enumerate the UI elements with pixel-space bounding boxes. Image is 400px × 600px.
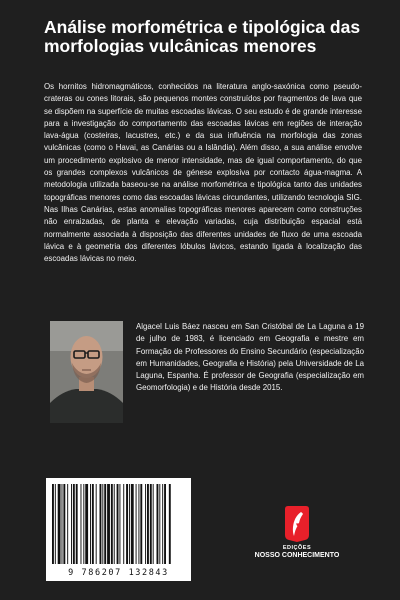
publisher-name-line1: EDIÇÕES bbox=[282, 545, 312, 551]
barcode-bar bbox=[157, 484, 159, 564]
barcode-bar bbox=[129, 484, 130, 564]
barcode-bar bbox=[55, 484, 56, 564]
barcode-bar bbox=[62, 484, 63, 564]
author-bio: Algacel Luis Báez nasceu em San Cristóbal de La Laguna a 19 de julho de 1983, é licenciado em Geografia e mestre em Formação de Professores do Ensino Secundário (especialização em Humanidades, Geografia e História) pela Universidade de La Laguna, Espanha. É professor de Geografia (especialização em Geomorfologia) e de História desde 2015. bbox=[136, 322, 364, 393]
barcode-bar bbox=[100, 484, 102, 564]
barcode-bar bbox=[83, 484, 84, 564]
barcode-bar bbox=[117, 484, 119, 564]
barcode-bar bbox=[114, 484, 115, 564]
barcode-bar bbox=[96, 484, 97, 564]
barcode-bar bbox=[111, 484, 113, 564]
barcode-bar bbox=[164, 484, 166, 564]
barcode-bar bbox=[63, 484, 65, 564]
red-book-feather-icon bbox=[282, 505, 312, 543]
barcode-digits: 9 786207 132843 bbox=[68, 568, 169, 578]
barcode-bar bbox=[92, 484, 94, 564]
barcode-bar bbox=[81, 484, 82, 564]
book-title: Análise morfométrica e tipológica das morfologias vulcânicas menores bbox=[44, 17, 361, 56]
barcode-bar bbox=[153, 484, 154, 564]
barcode-bar bbox=[104, 484, 106, 564]
barcode-bar bbox=[138, 484, 139, 564]
barcode-bar bbox=[162, 484, 163, 564]
publisher-name-line2: NOSSO CONHECIMENTO bbox=[254, 552, 340, 559]
barcode-bar bbox=[126, 484, 128, 564]
barcode-bar bbox=[76, 484, 78, 564]
barcode-bar bbox=[119, 484, 120, 564]
barcode-bars bbox=[46, 478, 191, 566]
barcode-bar bbox=[147, 484, 149, 564]
author-photo bbox=[50, 321, 123, 423]
barcode-bar bbox=[136, 484, 137, 564]
barcode-bar bbox=[131, 484, 134, 564]
isbn-barcode bbox=[46, 478, 191, 581]
barcode-bar bbox=[90, 484, 91, 564]
barcode-bar bbox=[102, 484, 103, 564]
barcode-bar bbox=[159, 484, 160, 564]
book-summary: Os hornitos hidromagmáticos, conhecidos na literatura anglo-saxónica como pseudo-crateras ou cones litorais, são pequenos montes construídos por fragmentos de lava que se dispõem na superfície de muitas escoadas lávicas. O seu estudo é de grande interesse para a investigação do comportamento das escoadas lávicas em regiões de interação lava-água (costeiras, lacustres, etc.) e da sua influência na morfologia das zonas vulcânicas (como o Havai, as Canárias ou a Islândia). Além disso, a sua análise envolve um procedimento explosivo de menor intensidade, mas de igual comportamento, do que os grandes complexos vulcânicos de génese explosiva por contacto água-magma. A metodologia utilizada baseou-se na análise morfométrica e tipológica tanto das unidades topográficas menores como das escoadas lávicas circundantes, utilizando tecnologia SIG. Nas Ilhas Canárias, estas anomalias topográficas menores aparecem como construções não enraizadas, de planta e elevação variadas, cuja distribuição espacial está normalmente associada à disposição das diferentes unidades de fluxo de uma escoada lávica e à geometria dos diferentes lóbulos lávicos, estando ligada à localização das escoadas lávicas no meio. bbox=[44, 82, 362, 264]
barcode-bar bbox=[169, 484, 171, 564]
barcode-bar bbox=[85, 484, 88, 564]
barcode-bar bbox=[71, 484, 72, 564]
barcode-bar bbox=[145, 484, 146, 564]
barcode-bar bbox=[123, 484, 124, 564]
barcode-bar bbox=[140, 484, 142, 564]
publisher-mark bbox=[254, 505, 340, 559]
barcode-bar bbox=[52, 484, 54, 564]
barcode-bar bbox=[58, 484, 61, 564]
barcode-bar bbox=[73, 484, 75, 564]
barcode-bar bbox=[67, 484, 68, 564]
barcode-bar bbox=[150, 484, 152, 564]
barcode-bar bbox=[107, 484, 110, 564]
